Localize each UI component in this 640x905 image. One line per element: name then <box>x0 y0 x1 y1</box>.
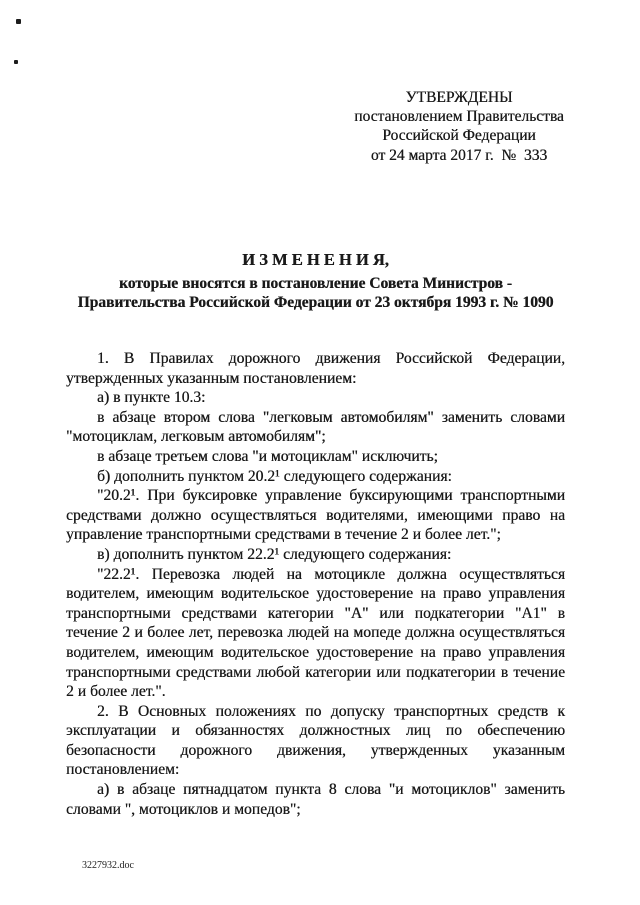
body-paragraph: в абзаце втором слова "легковым автомобилям" заменить словами "мотоциклам, легковым автомобилям"; <box>66 408 565 446</box>
document-subtitle-line: Правительства Российской Федерации от 23 октября 1993 г. № 1090 <box>77 293 554 311</box>
body-paragraph: в абзаце третьем слова "и мотоциклам" исключить; <box>97 447 438 465</box>
body-paragraph: б) дополнить пунктом 20.2¹ следующего содержания: <box>97 467 452 485</box>
document-subtitle-line: которые вносятся в постановление Совета Министров - <box>119 275 512 292</box>
body-paragraph: "20.2¹. При буксировке управление буксирующими транспортными средствами должно осуществляться водителями, имеющими право на управление транспортными средствами в течение 2 и более лет."; <box>66 487 565 544</box>
approval-line: постановлением Правительства <box>354 108 564 126</box>
body-paragraph: 2. В Основных положениях по допуску транспортных средств к эксплуатации и обязанностях должностных лиц по обеспечению безопасности дорожного движения, утвержденных указанным постановлением: <box>66 702 565 779</box>
document-body <box>66 349 565 819</box>
approval-line: Российской Федерации <box>382 127 536 145</box>
body-paragraph: в) дополнить пунктом 22.2¹ следующего содержания: <box>97 545 452 563</box>
document-heading <box>66 250 565 312</box>
body-paragraph: "22.2¹. Перевозка людей на мотоцикле должна осуществляться водителем, имеющим водительское удостоверение на право управления транспортными средствами категории "А" или подкатегории "А1" в течение 2 и более лет, перевозка людей на мопеде должна осуществляться водителем, имеющим водительское удостоверение на право управления транспортными средствами любой категории или подкатегории в течение 2 и более лет.". <box>66 565 565 701</box>
body-paragraph: а) в пункте 10.3: <box>97 389 206 407</box>
approval-block <box>352 88 566 165</box>
ink-speck <box>14 60 18 64</box>
footer-filename: 3227932.doc <box>82 860 134 871</box>
approval-line: УТВЕРЖДЕНЫ <box>405 89 513 106</box>
body-paragraph: 1. В Правилах дорожного движения Российской Федерации, утвержденных указанным постановлением: <box>66 350 565 387</box>
ink-speck <box>16 19 21 24</box>
body-paragraph: а) в абзаце пятнадцатом пункта 8 слова "и мотоциклов" заменить словами ", мотоциклов и мопедов"; <box>66 781 565 818</box>
document-title: И З М Е Н Е Н И Я, <box>242 250 389 269</box>
approval-line: от 24 марта 2017 г. № 333 <box>370 146 548 164</box>
